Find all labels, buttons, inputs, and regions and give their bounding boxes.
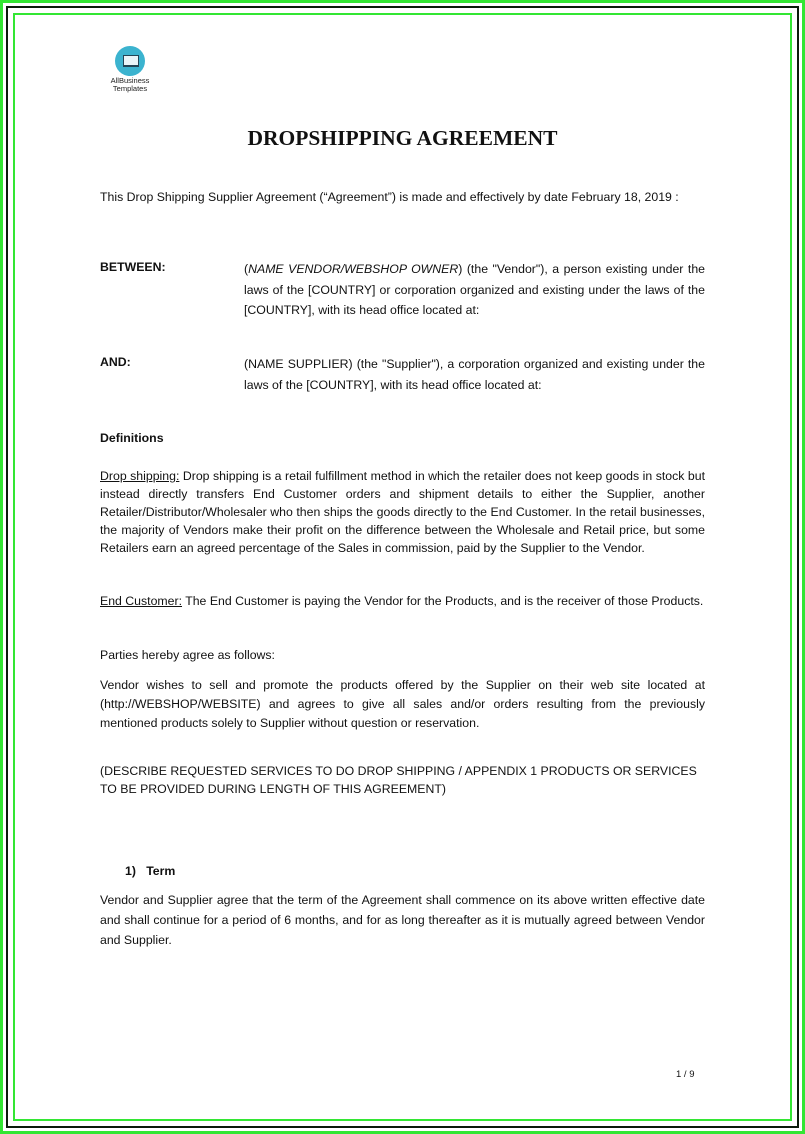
document-title: DROPSHIPPING AGREEMENT (247, 126, 558, 150)
end-customer-definition: End Customer: The End Customer is paying the Vendor for the Products, and is the receiver of those Products. (100, 594, 704, 608)
term-heading: 1) Term (125, 864, 176, 878)
laptop-icon (115, 46, 145, 76)
drop-shipping-definition: Drop shipping: Drop shipping is a retail fulfillment method in which the retailer does not keep goods in stock but instead directly transfers End Customer orders and shipment details to either the Supplier, another Retailer/Distributor/Wholesaler who then ships the goods directly to the End Customer. In the retail businesses, the majority of Vendors make their profit on the difference between the Wholesale and Retail price, but some Retailers earn an agreed percentage of the Sales in commission, paid by the Supplier to the Vendor. (100, 469, 705, 555)
between-label: BETWEEN: (100, 260, 166, 274)
intro-paragraph: This Drop Shipping Supplier Agreement (“Agreement”) is made and effectively by date February 18, 2019 : (100, 190, 679, 204)
page-number: 1 / 9 (676, 1069, 695, 1080)
and-label: AND: (100, 355, 131, 369)
parties-text: Parties hereby agree as follows: (100, 648, 275, 662)
vendor-paragraph: Vendor wishes to sell and promote the products offered by the Supplier on their web site located at (http://WEBSHOP/WEBSITE) and agrees to give all sales and/or orders resulting from the previously mentioned products solely to Supplier without question or reservation. (100, 678, 705, 730)
definitions-heading: Definitions (100, 431, 164, 445)
between-text: (NAME VENDOR/WEBSHOP OWNER) (the "Vendor"), a person existing under the laws of the [COUNTRY] or corporation organized and existing under the laws of the [COUNTRY], with its head office located at: (244, 262, 705, 318)
logo (107, 46, 153, 93)
term-text: Vendor and Supplier agree that the term of the Agreement shall commence on its above written effective date and shall continue for a period of 6 months, and for as long thereafter as it is mutually agreed between Vendor and Supplier. (100, 893, 705, 947)
logo-text: AllBusiness Templates (110, 76, 150, 93)
describe-services: (DESCRIBE REQUESTED SERVICES TO DO DROP SHIPPING / APPENDIX 1 PRODUCTS OR SERVICES TO BE PROVIDED DURING LENGTH OF THIS AGREEMENT) (100, 764, 697, 796)
and-text: (NAME SUPPLIER) (the "Supplier"), a corporation organized and existing under the laws of the [COUNTRY], with its head office located at: (244, 357, 705, 392)
